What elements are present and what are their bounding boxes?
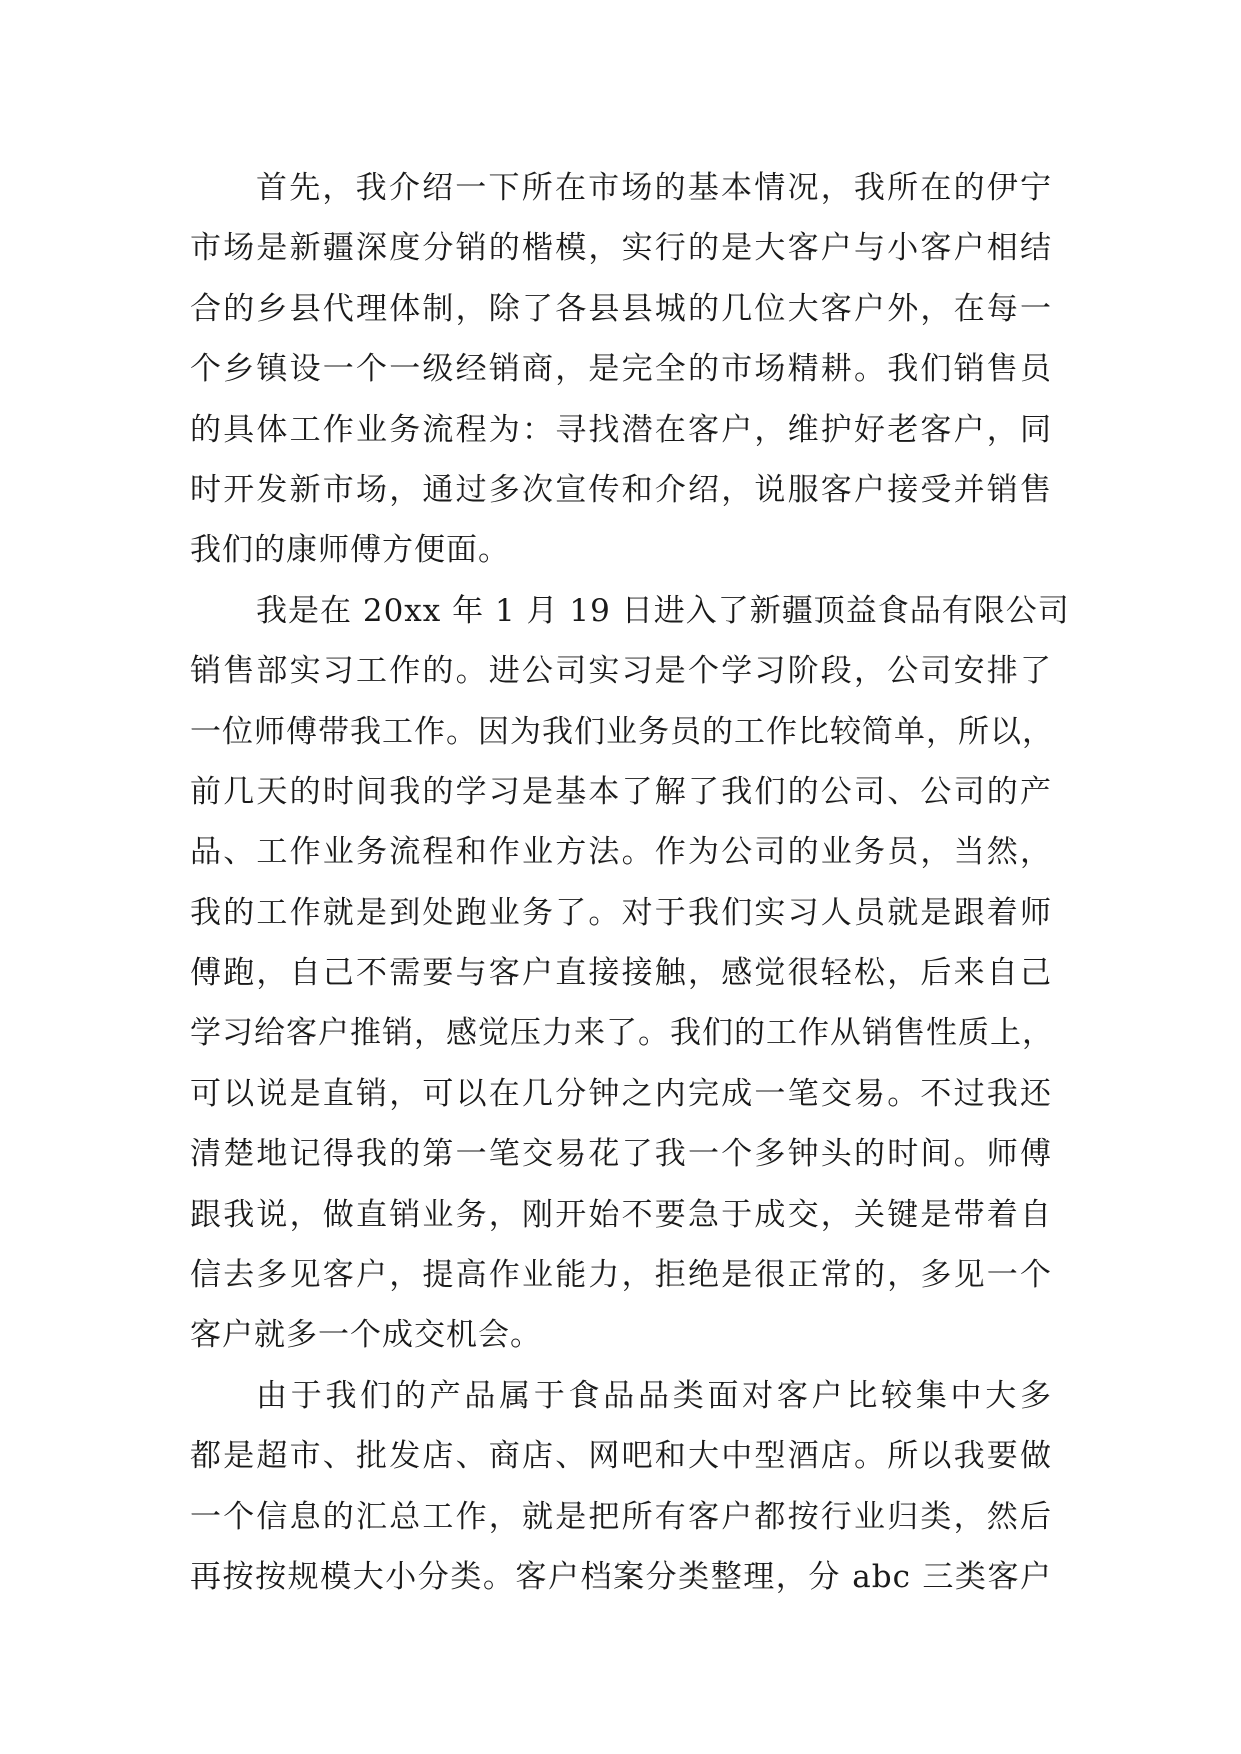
text-line: 市场是新疆深度分销的楷模，实行的是大客户与小客户相结: [190, 230, 1052, 267]
text-line: 学习给客户推销，感觉压力来了。我们的工作从销售性质上，: [190, 1015, 1054, 1052]
text-line: 销售部实习工作的。进公司实习是个学习阶段，公司安排了: [190, 653, 1052, 690]
text-line: 客户就多一个成交机会。: [190, 1317, 542, 1354]
text-line: 一个信息的汇总工作，就是把所有客户都按行业归类，然后: [190, 1498, 1052, 1535]
paragraph-1: [190, 158, 1052, 581]
text-line: 再按按规模大小分类。客户档案分类整理，分 abc 三类客户: [190, 1558, 1052, 1595]
text-line: 合的乡县代理体制，除了各县县城的几位大客户外，在每一: [190, 290, 1052, 327]
text-line: 的具体工作业务流程为：寻找潜在客户，维护好老客户，同: [190, 411, 1052, 448]
text-line: 可以说是直销，可以在几分钟之内完成一笔交易。不过我还: [190, 1075, 1052, 1112]
text-line: 由于我们的产品属于食品品类面对客户比较集中大多: [256, 1377, 1052, 1414]
text-line: 品、工作业务流程和作业方法。作为公司的业务员，当然，: [190, 834, 1052, 871]
text-line: 都是超市、批发店、商店、网吧和大中型酒店。所以我要做: [190, 1438, 1052, 1475]
text-line: 我的工作就是到处跑业务了。对于我们实习人员就是跟着师: [190, 894, 1052, 931]
text-line: 时开发新市场，通过多次宣传和介绍，说服客户接受并销售: [190, 471, 1052, 508]
text-line: 信去多见客户，提高作业能力，拒绝是很正常的，多见一个: [190, 1257, 1052, 1294]
text-line: 前几天的时间我的学习是基本了解了我们的公司、公司的产: [190, 773, 1052, 810]
document-body: [190, 158, 1070, 1607]
text-line: 跟我说，做直销业务，刚开始不要急于成交，关键是带着自: [190, 1196, 1052, 1233]
text-line: 傅跑，自己不需要与客户直接接触，感觉很轻松，后来自己: [190, 955, 1052, 992]
text-line: 个乡镇设一个一级经销商，是完全的市场精耕。我们销售员: [190, 351, 1052, 388]
text-line: 我是在 20xx 年 1 月 19 日进入了新疆顶益食品有限公司: [256, 592, 1070, 629]
paragraph-3: [190, 1366, 1052, 1608]
text-line: 首先，我介绍一下所在市场的基本情况，我所在的伊宁: [256, 170, 1052, 206]
text-line: 清楚地记得我的第一笔交易花了我一个多钟头的时间。师傅: [190, 1136, 1052, 1173]
text-line: 一位师傅带我工作。因为我们业务员的工作比较简单，所以，: [190, 713, 1054, 750]
paragraph-2: [190, 581, 1070, 1366]
text-line: 我们的康师傅方便面。: [190, 532, 510, 569]
